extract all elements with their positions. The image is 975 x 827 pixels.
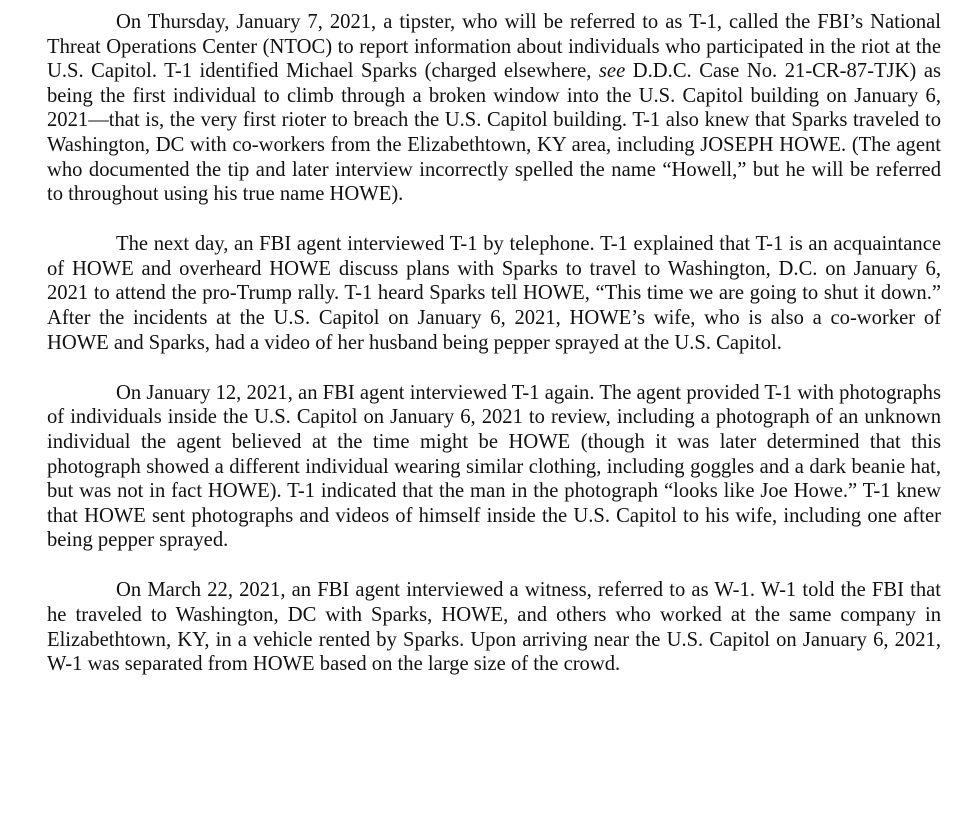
paragraph-telephone-interview: The next day, an FBI agent interviewed T-1 by telephone. T-1 explained that T-1 is an acquaintance of HOWE and overheard HOWE discuss plans with Sparks to travel to Washington, D.C. on January 6, 2021 to attend the pro-Trump rally. T-1 heard Sparks tell HOWE, “This time we are going to shut it down.” After the incidents at the U.S. Capitol on January 6, 2021, HOWE’s wife, who is also a co-worker of HOWE and Sparks, had a video of her husband being pepper sprayed at the U.S. Capitol. xyxy=(47,233,941,354)
paragraph-photograph-review: On January 12, 2021, an FBI agent interviewed T-1 again. The agent provided T-1 with photographs of individuals inside the U.S. Capitol on January 6, 2021 to review, including a photograph of an unknown individual the agent believed at the time might be HOWE (though it was later determined that this photograph showed a different individual wearing similar clothing, including goggles and a dark beanie hat, but was not in fact HOWE). T-1 indicated that the man in the photograph “looks like Joe Howe.” T-1 knew that HOWE sent photographs and videos of himself inside the U.S. Capitol to his wife, including one after being pepper sprayed. xyxy=(47,381,941,552)
paragraph-1-see-italic: see xyxy=(598,60,626,83)
paragraph-1-text-part-1: On Thursday, January 7, 2021, a tipster, who will be referred to as T-1, called the FBI’s National Threat Operations Center (NTOC) to report information about individuals who participated in the riot at the U.S. Capitol. T-1 identified Michael Sparks (charged elsewhere, xyxy=(47,11,941,83)
paragraph-witness-interview: On March 22, 2021, an FBI agent interviewed a witness, referred to as W-1. W-1 told the FBI that he traveled to Washington, DC with Sparks, HOWE, and others who worked at the same company in Elizabethtown, KY, in a vehicle rented by Sparks. Upon arriving near the U.S. Capitol on January 6, 2021, W-1 was separated from HOWE based on the large size of the crowd. xyxy=(47,579,941,676)
paragraph-tipster-call xyxy=(47,10,941,207)
document-page xyxy=(47,10,941,677)
paragraph-1-text-part-2: D.D.C. Case No. 21-CR-87-TJK) as being the first individual to climb through a broken window into the U.S. Capitol building on January 6, 2021—that is, the very first rioter to breach the U.S. Capitol building. T-1 also knew that Sparks traveled to Washington, DC with co-workers from the Elizabethtown, KY area, including JOSEPH HOWE. (The agent who documented the tip and later interview incorrectly spelled the name “Howell,” but he will be referred to throughout using his true name HOWE). xyxy=(47,60,941,206)
